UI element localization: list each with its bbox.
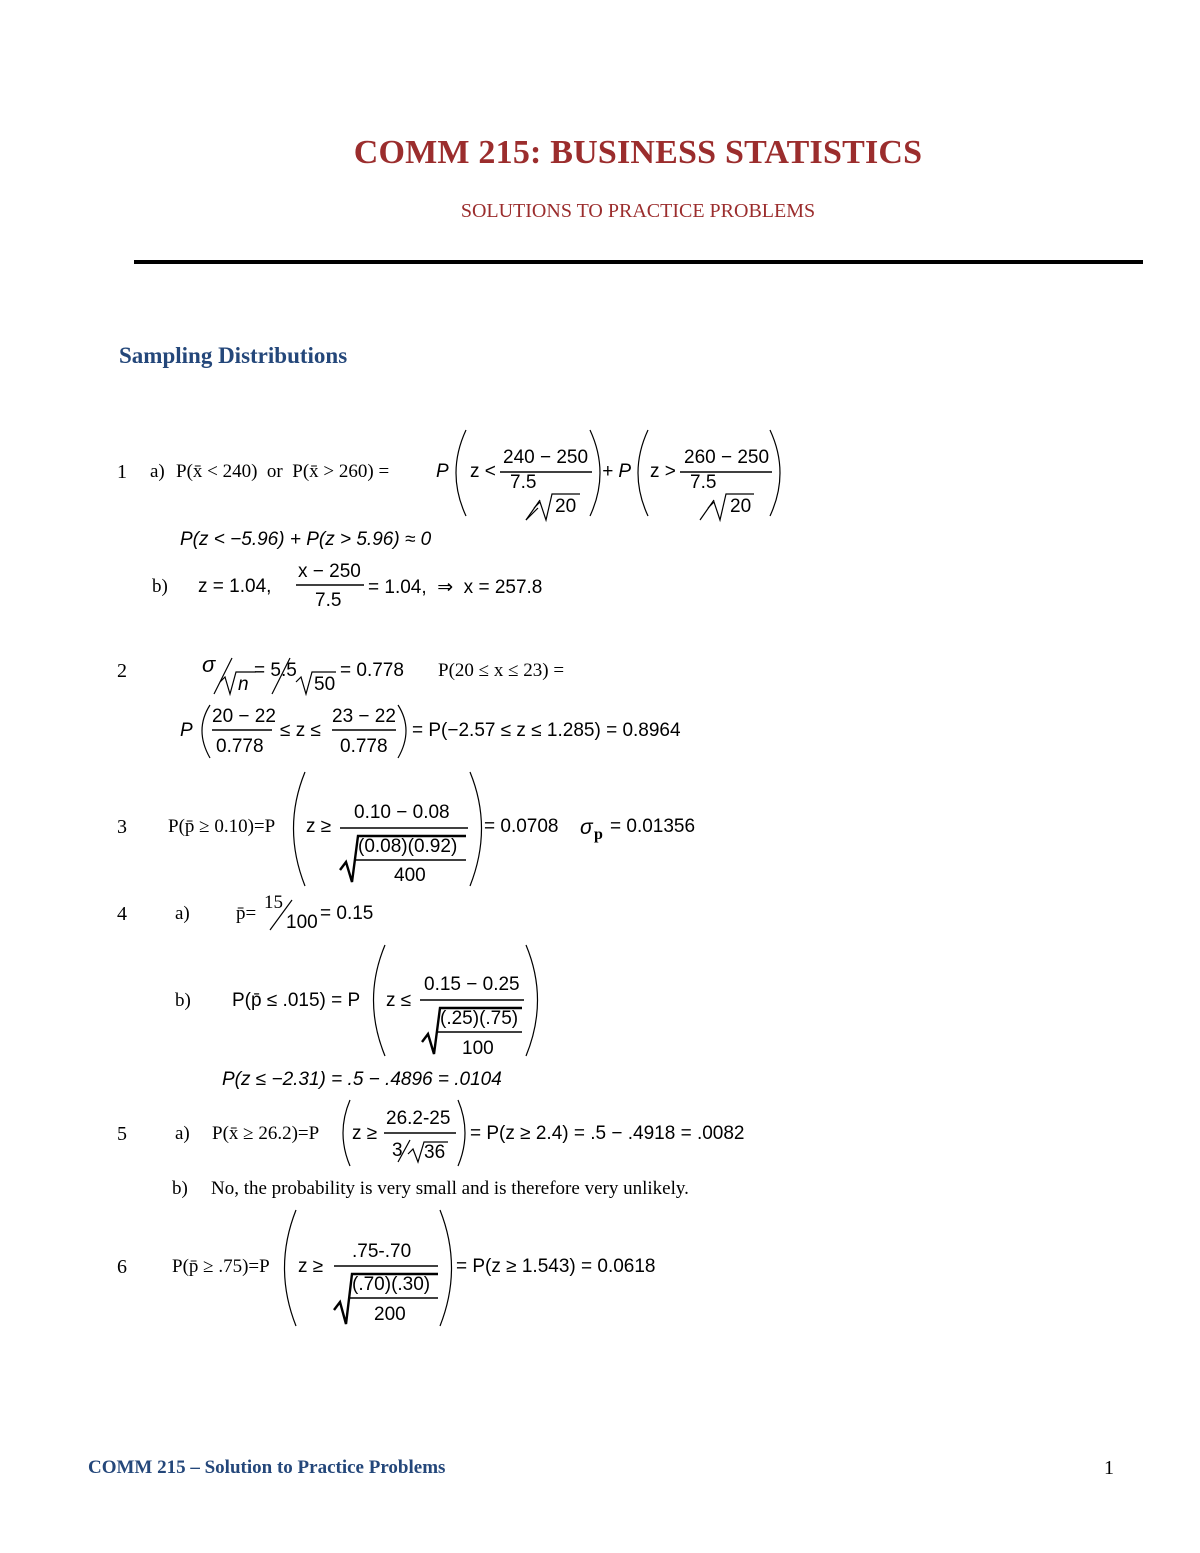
problem-number: 2 (117, 660, 127, 682)
equation-text: z ≥ (352, 1123, 378, 1144)
problem-number: 1 (117, 461, 127, 483)
equation-text: P(20 ≤ x ≤ 23) = (438, 660, 565, 681)
part-label: b) (175, 990, 191, 1011)
document-subtitle: SOLUTIONS TO PRACTICE PROBLEMS (460, 200, 816, 222)
page-number: 1 (1104, 1457, 1114, 1479)
equation-text: P(z ≤ −2.31) = .5 − .4896 = .0104 (222, 1069, 502, 1090)
part-label: a) (175, 1123, 190, 1144)
fraction-denominator: 7.5 (315, 590, 342, 611)
equation-text: = P(−2.57 ≤ z ≤ 1.285) = 0.8964 (412, 720, 681, 741)
radicand-denominator: 400 (394, 865, 426, 886)
equation-text: = 0.0708 (484, 816, 559, 837)
fraction-numerator: 0.10 − 0.08 (354, 802, 450, 823)
fraction-numerator: 0.15 − 0.25 (424, 974, 520, 995)
fraction-denominator: 20 (555, 496, 577, 517)
fraction-denominator: 0.778 (340, 736, 388, 757)
radicand-denominator: 100 (462, 1038, 494, 1059)
equation-text: n (238, 674, 249, 695)
equation-text: = 0.778 (340, 660, 404, 681)
equation-text: P(z < −5.96) + P(z > 5.96) ≈ 0 (180, 529, 432, 550)
radicand-denominator: 200 (374, 1304, 406, 1325)
document-title: COMM 215: BUSINESS STATISTICS (353, 134, 923, 171)
equation-text: P (436, 461, 449, 482)
problem-number: 6 (117, 1256, 127, 1278)
equation-text: = 0.15 (320, 903, 374, 924)
problem-number: 3 (117, 816, 127, 838)
fraction-denominator: 0.778 (216, 736, 264, 757)
equation-text: 50 (314, 674, 336, 695)
fraction-denominator: 7.5 (510, 472, 537, 493)
section-heading: Sampling Distributions (119, 343, 348, 368)
fraction-numerator: 15 (264, 892, 283, 913)
fraction-numerator: .75-.70 (352, 1241, 412, 1262)
equation-text: P (180, 720, 193, 741)
part-label: a) (175, 903, 190, 924)
fraction-numerator: 240 − 250 (503, 447, 589, 468)
problem-number: 4 (117, 903, 127, 925)
fraction-denominator: 36 (424, 1142, 446, 1163)
equation-text: P(p̄ ≥ 0.10)=P (168, 816, 276, 837)
equation-text: ≤ z ≤ (280, 720, 321, 741)
equation-text: = P(z ≥ 1.543) = 0.0618 (456, 1256, 656, 1277)
equation-text: z ≥ (298, 1256, 324, 1277)
radicand: (.70)(.30) (352, 1274, 431, 1295)
equation-text: σ (580, 816, 593, 839)
part-label: a) (150, 461, 165, 482)
equation-text: P(p̄ ≥ .75)=P (172, 1256, 270, 1277)
fraction-numerator: 20 − 22 (212, 706, 276, 727)
equation-text: z ≤ (386, 990, 412, 1011)
radicand: (.25)(.75) (440, 1008, 519, 1029)
fraction-denominator: 100 (286, 912, 318, 933)
equation-text: P(x̄ ≥ 26.2)=P (212, 1123, 320, 1144)
equation-text: = 0.01356 (610, 816, 696, 837)
fraction-numerator: 23 − 22 (332, 706, 396, 727)
radicand: (0.08)(0.92) (358, 836, 458, 857)
fraction-numerator: 26.2-25 (386, 1108, 451, 1129)
equation-text: z = 1.04, (198, 576, 272, 597)
fraction-numerator: x − 250 (298, 561, 361, 582)
problem-number: 5 (117, 1123, 127, 1145)
answer-text: No, the probability is very small and is therefore very unlikely. (211, 1178, 689, 1199)
equation-text: σ (202, 652, 216, 677)
fraction-numerator: 260 − 250 (684, 447, 770, 468)
equation-text: = P(z ≥ 2.4) = .5 − .4918 = .0082 (470, 1123, 745, 1144)
part-label: b) (172, 1178, 188, 1199)
equation-text: + P (602, 461, 632, 482)
footer-title: COMM 215 – Solution to Practice Problems (88, 1457, 446, 1478)
equation-text: p (594, 826, 603, 843)
fraction-denominator: 20 (730, 496, 752, 517)
equation-text: P(p̄ ≤ .015) = P (232, 990, 361, 1011)
equation-text: z < (470, 461, 496, 482)
equation-text: = 5.5 (254, 660, 297, 681)
equation-text: = 1.04, ⇒ x = 257.8 (368, 577, 543, 598)
equation-text: P(x̄ < 240) or P(x̄ > 260) = (176, 461, 394, 482)
fraction-denominator: 3 (392, 1140, 403, 1161)
part-label: b) (152, 576, 168, 597)
equation-text: p̄= (236, 903, 257, 924)
fraction-denominator: 7.5 (690, 472, 717, 493)
equation-text: z > (650, 461, 676, 482)
equation-text: z ≥ (306, 816, 332, 837)
